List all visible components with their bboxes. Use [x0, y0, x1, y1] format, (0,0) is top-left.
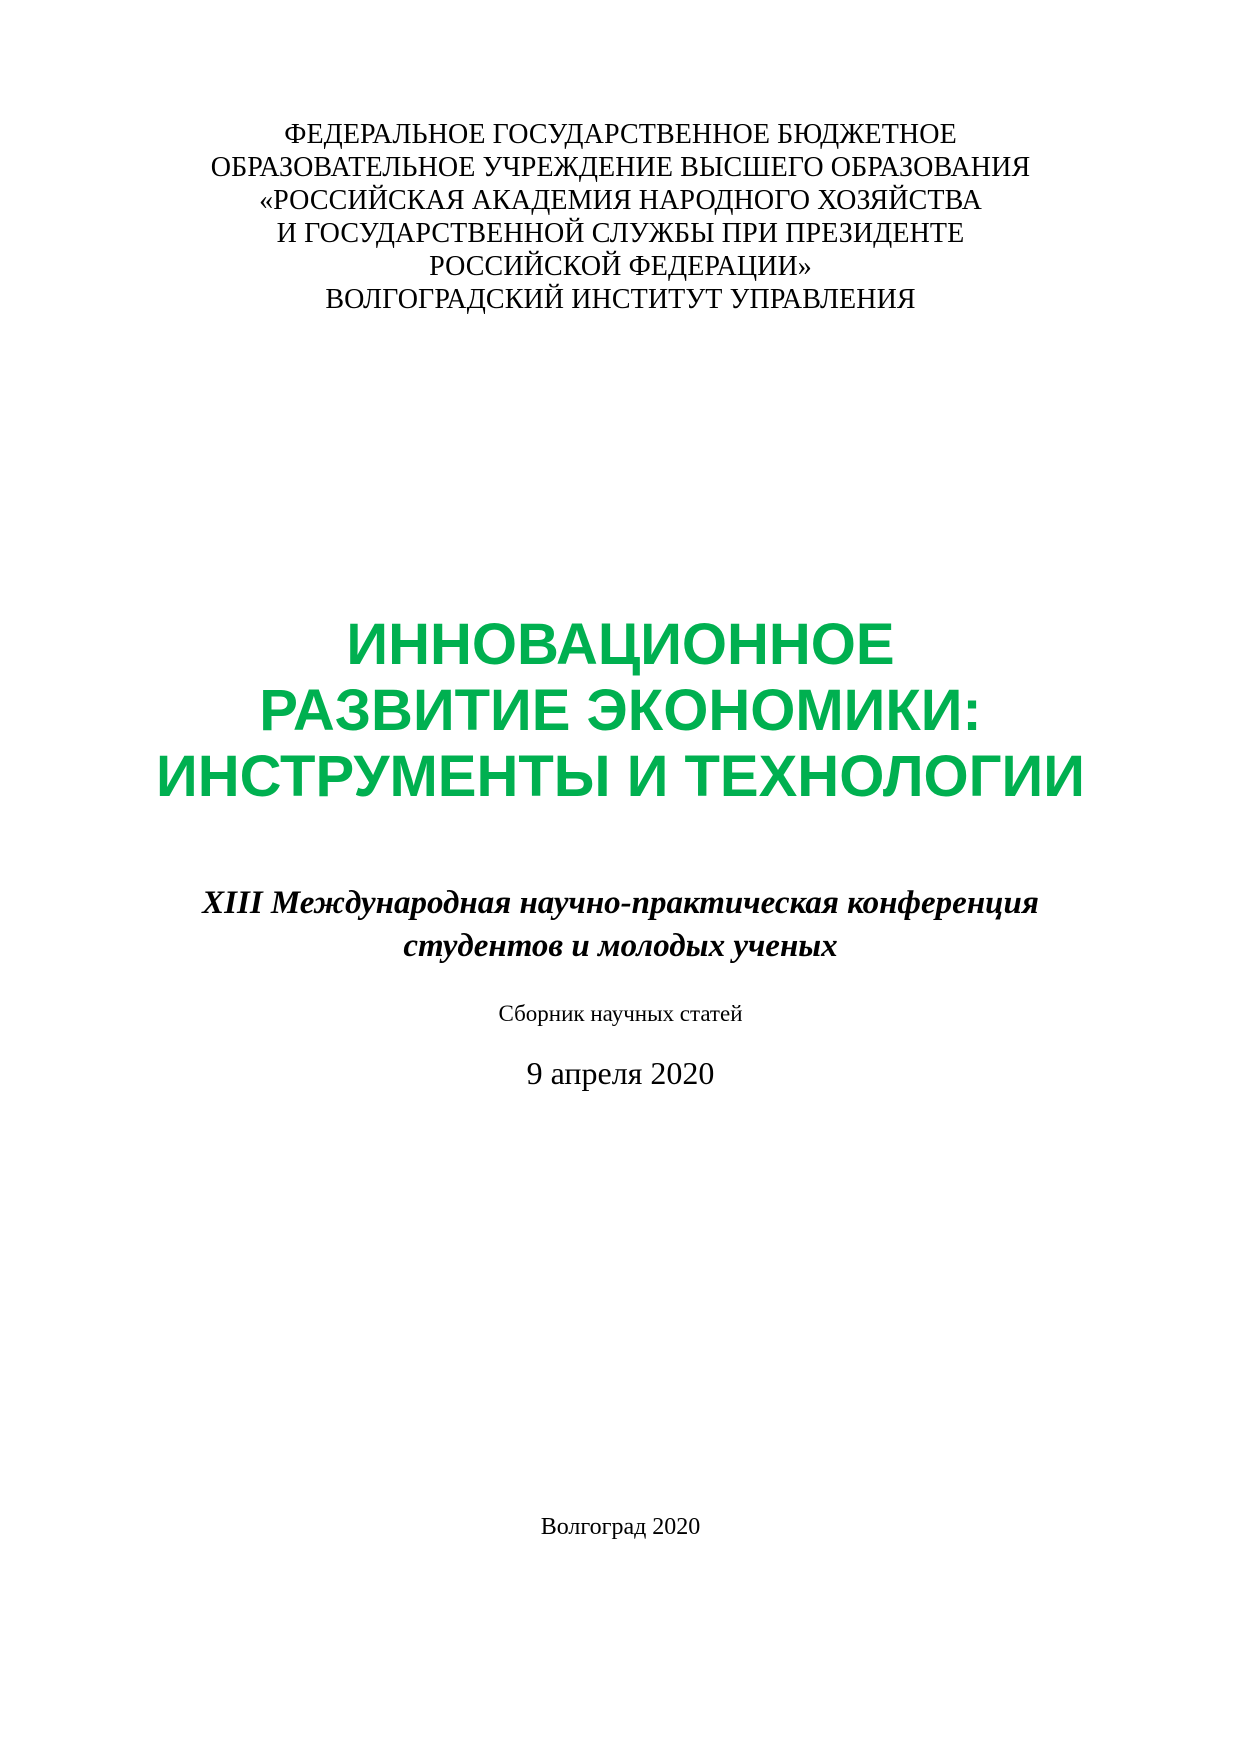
- header-line: РОССИЙСКОЙ ФЕДЕРАЦИИ»: [429, 251, 812, 282]
- conference-date: 9 апреля 2020: [526, 1055, 715, 1091]
- conference-subtitle: [0, 882, 1241, 968]
- title-line: РАЗВИТИЕ ЭКОНОМИКИ:: [259, 678, 982, 743]
- header-line: ФЕДЕРАЛЬНОЕ ГОСУДАРСТВЕННОЕ БЮДЖЕТНОЕ: [284, 119, 957, 150]
- title-line: ИНСТРУМЕНТЫ И ТЕХНОЛОГИИ: [156, 744, 1085, 809]
- header-line: ОБРАЗОВАТЕЛЬНОЕ УЧРЕЖДЕНИЕ ВЫСШЕГО ОБРАЗОВАНИЯ: [210, 152, 1031, 183]
- header-line: И ГОСУДАРСТВЕННОЙ СЛУЖБЫ ПРИ ПРЕЗИДЕНТЕ: [276, 218, 965, 249]
- title-line: ИННОВАЦИОННОЕ: [346, 612, 895, 677]
- institution-header: [0, 118, 1241, 316]
- collection-label: Сборник научных статей: [498, 1001, 743, 1026]
- subtitle-line: XIII Международная научно-практическая конференция: [202, 885, 1039, 921]
- header-line: ВОЛГОГРАДСКИЙ ИНСТИТУТ УПРАВЛЕНИЯ: [325, 284, 916, 315]
- header-line: «РОССИЙСКАЯ АКАДЕМИЯ НАРОДНОГО ХОЗЯЙСТВА: [259, 185, 982, 216]
- city-year: Волгоград 2020: [540, 1514, 701, 1540]
- document-title: [0, 612, 1241, 810]
- subtitle-line: студентов и молодых ученых: [403, 928, 838, 964]
